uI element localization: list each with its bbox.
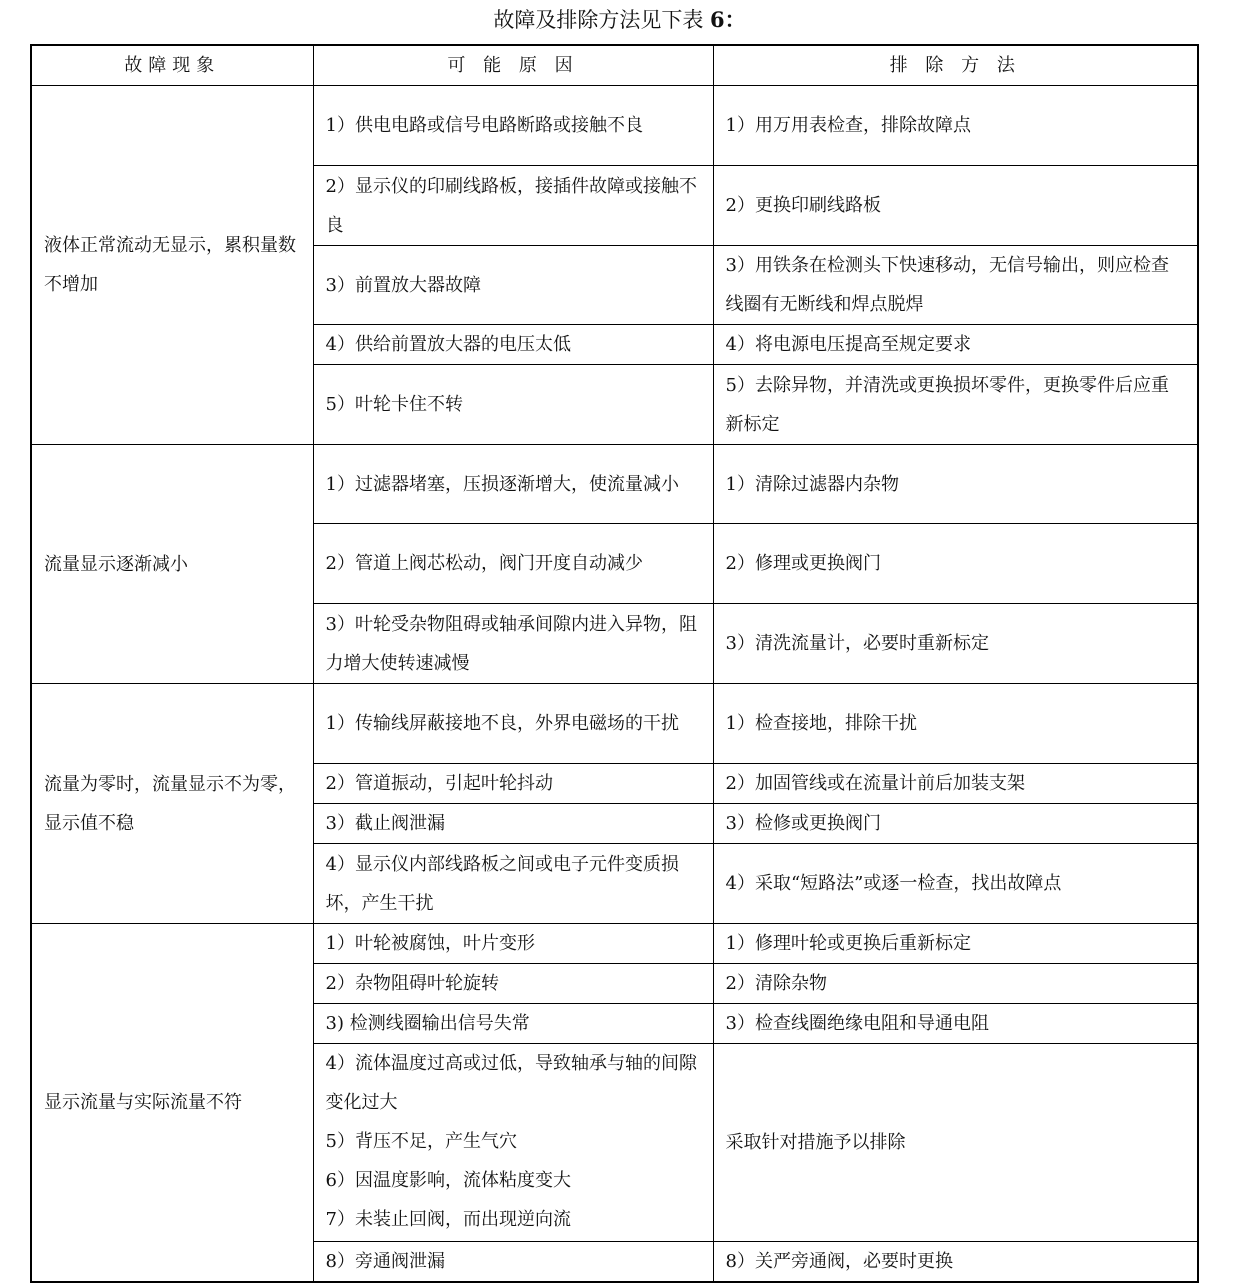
- remedy-cell: 采取针对措施予以排除: [713, 1044, 1198, 1242]
- table-caption: [0, 0, 1239, 40]
- cause-cell: 2）杂物阻碍叶轮旋转: [313, 964, 713, 1004]
- table-row: [31, 684, 1198, 764]
- cause-cell: 1）过滤器堵塞，压损逐渐增大，使流量减小: [313, 445, 713, 524]
- table-row: [31, 924, 1198, 964]
- remedy-cell: 4）将电源电压提高至规定要求: [713, 325, 1198, 365]
- remedy-cell: 4）采取“短路法”或逐一检查，找出故障点: [713, 844, 1198, 924]
- cause-cell: 2）管道上阀芯松动，阀门开度自动减少: [313, 524, 713, 604]
- header-symptom: 故障现象: [31, 45, 313, 86]
- caption-text: 故障及排除方法见下表: [493, 8, 711, 32]
- remedy-cell: 1）检查接地，排除干扰: [713, 684, 1198, 764]
- cause-cell: 1）供电电路或信号电路断路或接触不良: [313, 86, 713, 166]
- cause-cell: 3）前置放大器故障: [313, 246, 713, 325]
- cause-cell: 2）管道振动，引起叶轮抖动: [313, 764, 713, 804]
- remedy-cell: 2）更换印刷线路板: [713, 166, 1198, 246]
- cause-cell: 5）叶轮卡住不转: [313, 365, 713, 445]
- remedy-cell: 2）加固管线或在流量计前后加装支架: [713, 764, 1198, 804]
- remedy-cell: 2）清除杂物: [713, 964, 1198, 1004]
- table-row: [31, 86, 1198, 166]
- symptom-cell: 液体正常流动无显示，累积量数不增加: [31, 86, 313, 445]
- cause-cell: 4）显示仪内部线路板之间或电子元件变质损坏，产生干扰: [313, 844, 713, 924]
- cause-cell: 3) 检测线圈输出信号失常: [313, 1004, 713, 1044]
- fault-table: [30, 44, 1199, 1283]
- remedy-cell: 3）清洗流量计，必要时重新标定: [713, 604, 1198, 684]
- header-cause: 可 能 原 因: [313, 45, 713, 86]
- cause-cell: 1）传输线屏蔽接地不良，外界电磁场的干扰: [313, 684, 713, 764]
- header-row: [31, 45, 1198, 86]
- symptom-cell: 流量为零时，流量显示不为零，显示值不稳: [31, 684, 313, 924]
- remedy-cell: 3）检查线圈绝缘电阻和导通电阻: [713, 1004, 1198, 1044]
- cause-cell: 1）叶轮被腐蚀，叶片变形: [313, 924, 713, 964]
- remedy-cell: 5）去除异物，并清洗或更换损坏零件，更换零件后应重新标定: [713, 365, 1198, 445]
- remedy-cell: 1）修理叶轮或更换后重新标定: [713, 924, 1198, 964]
- remedy-cell: 3）用铁条在检测头下快速移动，无信号输出，则应检查线圈有无断线和焊点脱焊: [713, 246, 1198, 325]
- symptom-cell: 流量显示逐渐减小: [31, 445, 313, 684]
- remedy-cell: 8）关严旁通阀，必要时更换: [713, 1242, 1198, 1283]
- cause-cell: 4）供给前置放大器的电压太低: [313, 325, 713, 365]
- remedy-cell: 1）清除过滤器内杂物: [713, 445, 1198, 524]
- cause-cell: 3）截止阀泄漏: [313, 804, 713, 844]
- remedy-cell: 2）修理或更换阀门: [713, 524, 1198, 604]
- cause-cell: 2）显示仪的印刷线路板，接插件故障或接触不良: [313, 166, 713, 246]
- caption-number: 6：: [710, 7, 746, 32]
- table-row: [31, 445, 1198, 524]
- cause-cell: 4）流体温度过高或过低，导致轴承与轴的间隙变化过大 5）背压不足，产生气穴 6）因温度影响，流体粘度变大 7）未装止回阀，而出现逆向流: [313, 1044, 713, 1242]
- cause-cell: 8）旁通阀泄漏: [313, 1242, 713, 1283]
- symptom-cell: 显示流量与实际流量不符: [31, 924, 313, 1283]
- cause-cell: 3）叶轮受杂物阻碍或轴承间隙内进入异物，阻力增大使转速减慢: [313, 604, 713, 684]
- header-remedy: 排 除 方 法: [713, 45, 1198, 86]
- remedy-cell: 3）检修或更换阀门: [713, 804, 1198, 844]
- remedy-cell: 1）用万用表检查，排除故障点: [713, 86, 1198, 166]
